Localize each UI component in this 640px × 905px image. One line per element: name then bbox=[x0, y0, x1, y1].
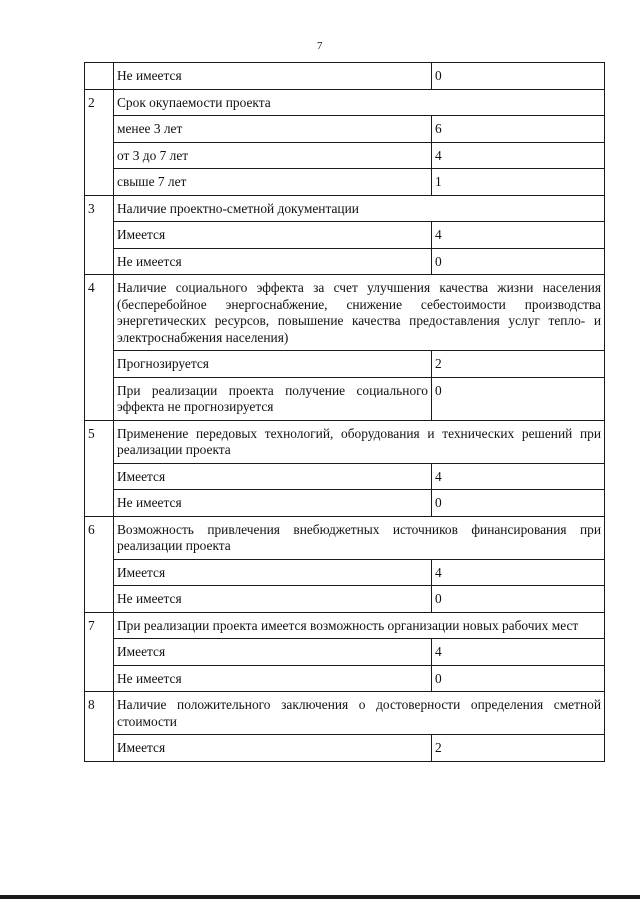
criterion-row bbox=[85, 612, 605, 639]
option-score: 4 bbox=[432, 559, 605, 586]
criterion-row bbox=[85, 692, 605, 735]
option-label: Не имеется bbox=[114, 490, 432, 517]
option-row bbox=[85, 222, 605, 249]
option-score: 0 bbox=[432, 63, 605, 90]
criterion-number: 6 bbox=[85, 516, 114, 612]
option-score: 0 bbox=[432, 665, 605, 692]
option-row bbox=[85, 639, 605, 666]
criterion-row bbox=[85, 516, 605, 559]
criterion-title: Возможность привлечения внебюджетных источников финансирования при реализации проекта bbox=[114, 516, 605, 559]
option-row bbox=[85, 463, 605, 490]
option-row bbox=[85, 490, 605, 517]
criterion-number-empty bbox=[85, 63, 114, 90]
option-score: 0 bbox=[432, 490, 605, 517]
option-label: Не имеется bbox=[114, 248, 432, 275]
criterion-row bbox=[85, 89, 605, 116]
criterion-title: Наличие проектно-сметной документации bbox=[114, 195, 605, 222]
option-label: Не имеется bbox=[114, 586, 432, 613]
option-label: менее 3 лет bbox=[114, 116, 432, 143]
option-score: 2 bbox=[432, 735, 605, 762]
criterion-number: 7 bbox=[85, 612, 114, 692]
criterion-title: Применение передовых технологий, оборудования и технических решений при реализации проекта bbox=[114, 420, 605, 463]
option-row bbox=[85, 116, 605, 143]
option-row bbox=[85, 735, 605, 762]
criterion-row bbox=[85, 420, 605, 463]
criterion-row bbox=[85, 195, 605, 222]
criterion-number: 3 bbox=[85, 195, 114, 275]
option-row bbox=[85, 248, 605, 275]
option-label: Имеется bbox=[114, 559, 432, 586]
table-row-continuation bbox=[85, 63, 605, 90]
option-row bbox=[85, 142, 605, 169]
option-label: Имеется bbox=[114, 735, 432, 762]
option-score: 0 bbox=[432, 586, 605, 613]
option-score: 4 bbox=[432, 222, 605, 249]
option-label: Имеется bbox=[114, 463, 432, 490]
option-row bbox=[85, 665, 605, 692]
criterion-number: 2 bbox=[85, 89, 114, 195]
option-label: от 3 до 7 лет bbox=[114, 142, 432, 169]
option-label: свыше 7 лет bbox=[114, 169, 432, 196]
criterion-title: При реализации проекта имеется возможность организации новых рабочих мест bbox=[114, 612, 605, 639]
option-row bbox=[85, 351, 605, 378]
option-label: Прогнозируется bbox=[114, 351, 432, 378]
option-score: 1 bbox=[432, 169, 605, 196]
criterion-title: Наличие положительного заключения о достоверности определения сметной стоимости bbox=[114, 692, 605, 735]
option-label: Имеется bbox=[114, 222, 432, 249]
option-score: 2 bbox=[432, 351, 605, 378]
option-score: 6 bbox=[432, 116, 605, 143]
criterion-number: 5 bbox=[85, 420, 114, 516]
option-row bbox=[85, 586, 605, 613]
criterion-number: 4 bbox=[85, 275, 114, 421]
option-label: Не имеется bbox=[114, 665, 432, 692]
scan-bottom-edge bbox=[0, 895, 640, 899]
option-score: 4 bbox=[432, 639, 605, 666]
option-label: Имеется bbox=[114, 639, 432, 666]
criterion-row bbox=[85, 275, 605, 351]
criteria-table bbox=[84, 62, 605, 762]
option-score: 4 bbox=[432, 463, 605, 490]
option-label: Не имеется bbox=[114, 63, 432, 90]
option-score: 0 bbox=[432, 377, 605, 420]
option-score: 4 bbox=[432, 142, 605, 169]
criterion-title: Наличие социального эффекта за счет улучшения качества жизни населения (бесперебойное энергоснабжение, снижение себестоимости производства энергетических ресурсов, повышение качества предоставления услуг тепло- и электроснабжения населения) bbox=[114, 275, 605, 351]
criterion-title: Срок окупаемости проекта bbox=[114, 89, 605, 116]
option-label: При реализации проекта получение социального эффекта не прогнозируется bbox=[114, 377, 432, 420]
option-score: 0 bbox=[432, 248, 605, 275]
page-number: 7 bbox=[317, 40, 323, 52]
option-row bbox=[85, 377, 605, 420]
option-row bbox=[85, 169, 605, 196]
option-row bbox=[85, 559, 605, 586]
criterion-number: 8 bbox=[85, 692, 114, 762]
